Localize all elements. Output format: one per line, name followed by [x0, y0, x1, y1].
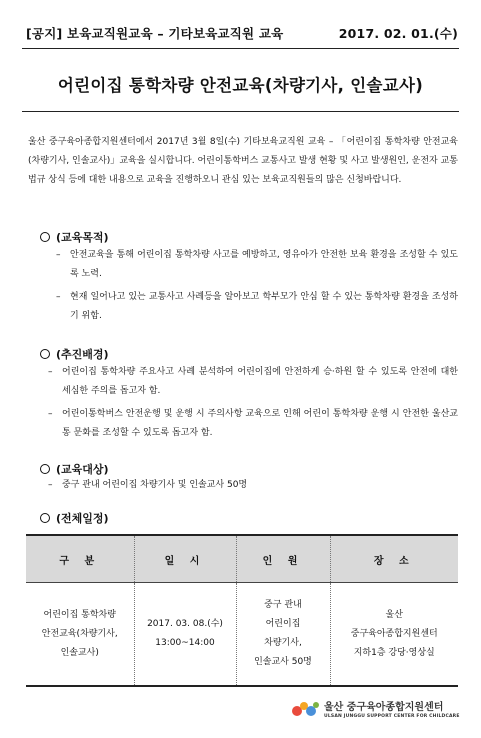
section-purpose-title: (교육목적): [56, 231, 109, 244]
section-purpose-heading: [40, 229, 109, 245]
column-header-people: 인 원: [236, 535, 330, 583]
list-item: – 어린이통학버스 안전운행 및 운행 시 주의사항 교육으로 인해 어린이 통학차량 운행 시 안전한 울산교통 문화를 조성할 수 있도록 돕고자 함.: [48, 409, 458, 438]
column-header-datetime: 일 시: [134, 535, 236, 583]
header-divider: [22, 48, 459, 49]
circle-bullet-icon: [40, 513, 50, 523]
section-schedule-heading: [40, 510, 109, 526]
purpose-list: [56, 246, 458, 330]
table-row: [26, 583, 458, 687]
section-target-title: (교육대상): [56, 463, 109, 476]
cell-category: 어린이집 통학차량 안전교육(차량기사, 인솔교사): [26, 583, 134, 687]
circle-bullet-icon: [40, 464, 50, 474]
footer-center-english: ULSAN JUNGGU SUPPORT CENTER FOR CHILDCARE: [324, 713, 460, 719]
list-item: – 중구 관내 어린이집 차량기사 및 인솔교사 50명: [48, 480, 248, 490]
column-header-place: 장 소: [330, 535, 458, 583]
circle-bullet-icon: [40, 349, 50, 359]
section-background-title: (추진배경): [56, 348, 109, 361]
notice-category: [공지] 보육교직원교육 – 기타보육교직원 교육: [26, 26, 284, 41]
circle-bullet-icon: [40, 232, 50, 242]
list-item: – 현재 일어나고 있는 교통사고 사례등을 알아보고 학부모가 안심 할 수 있는 통학차량 환경을 조성하기 위함.: [56, 292, 458, 321]
section-schedule-title: (전체일정): [56, 512, 109, 525]
footer-center-name: 울산 중구육아종합지원센터: [324, 701, 444, 713]
cell-people: 중구 관내 어린이집 차량기사, 인솔교사 50명: [236, 583, 330, 687]
schedule-table: [26, 534, 458, 687]
center-logo-icon: [290, 699, 320, 721]
cell-datetime: 2017. 03. 08.(수) 13:00~14:00: [134, 583, 236, 687]
document-title: 어린이집 통학차량 안전교육(차량기사, 인솔교사): [57, 76, 424, 95]
list-item: – 어린이집 통학차량 주요사고 사례 분석하여 어린이집에 안전하게 승·하원 할 수 있도록 안전에 대한 세심한 주의를 돕고자 함.: [48, 367, 458, 396]
footer-logo: [290, 699, 460, 721]
cell-place: 울산 중구육아종합지원센터 지하1층 강당·영상실: [330, 583, 458, 687]
notice-header: [26, 24, 458, 42]
notice-date: 2017. 02. 01.(수): [338, 26, 458, 41]
background-list: [48, 363, 458, 447]
column-header-category: 구 분: [26, 535, 134, 583]
table-header-row: [26, 535, 458, 583]
list-item: – 안전교육을 통해 어린이집 통학차량 사고를 예방하고, 영유아가 안전한 보육 환경을 조성할 수 있도록 노력.: [56, 250, 458, 279]
target-list: [48, 476, 458, 500]
section-target-heading: [40, 461, 109, 477]
section-background-heading: [40, 346, 109, 362]
intro-paragraph: 울산 중구육아종합지원센터에서 2017년 3월 8일(수) 기타보육교직원 교육 – 「어린이집 통학차량 안전교육(차량기사, 인솔교사)」교육을 실시합니다. 어린이통학버스 교통사고 발생 현황 및 사고 발생원인, 운전자 교통법규 상식 등에 대한 내용으로 교육을 진행하오니 관심 있는 보육교직원들의 많은 신청바랍니다.: [28, 137, 458, 185]
title-divider: [22, 111, 459, 112]
